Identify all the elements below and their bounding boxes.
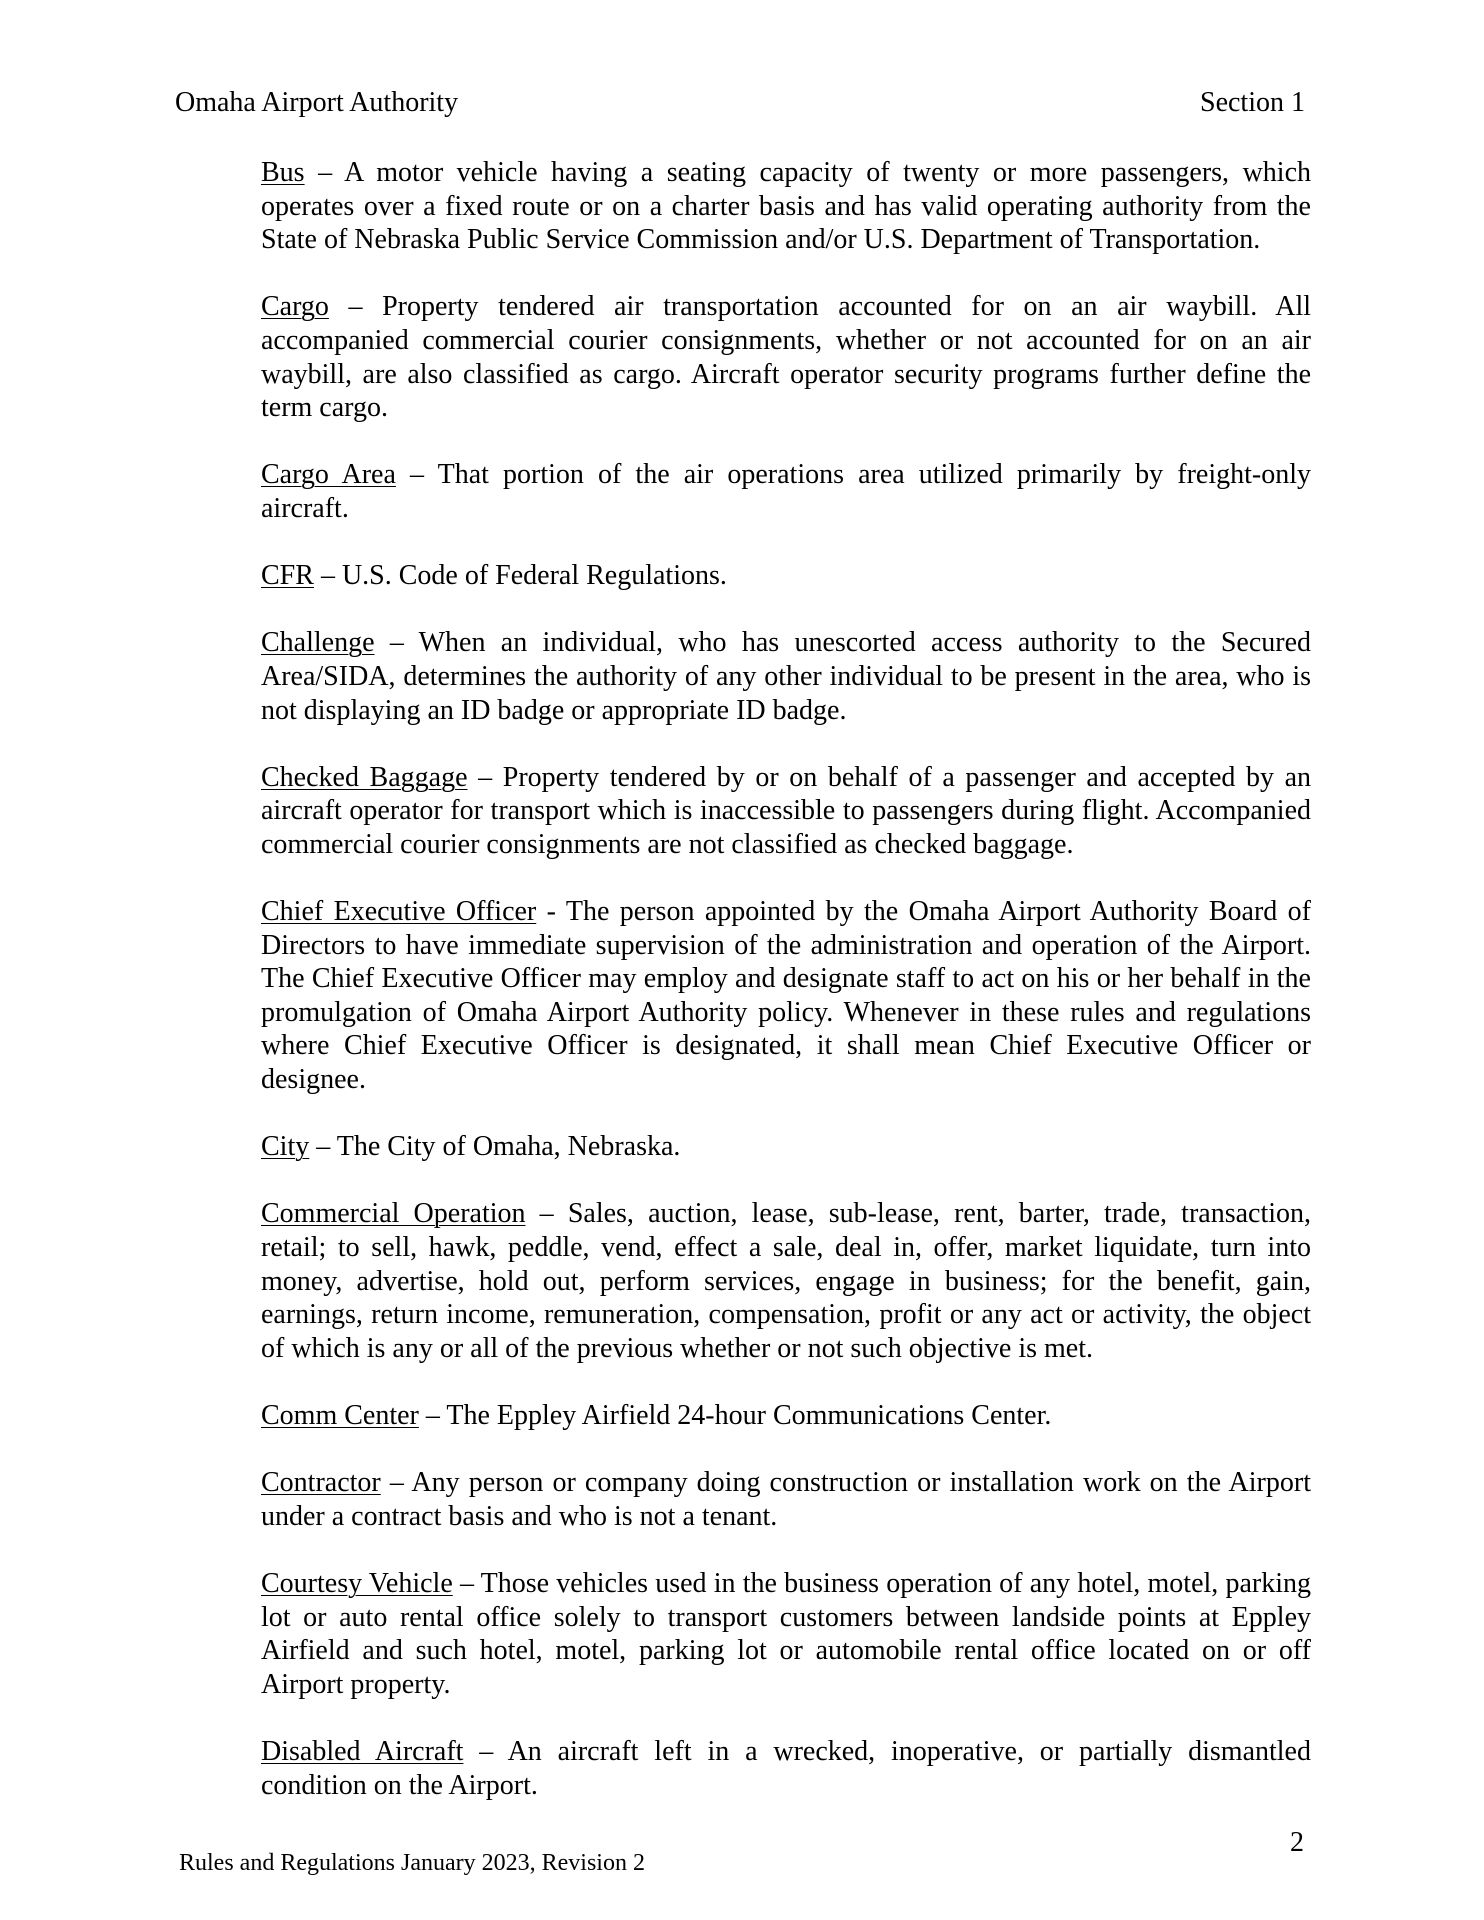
term: Challenge	[261, 627, 375, 659]
definition-chief-executive-officer	[261, 895, 1311, 1097]
page-header	[175, 86, 1305, 120]
separator: –	[309, 1131, 337, 1163]
definition-text: An aircraft left in a wrecked, inoperative, or partially dismantled condition on the Airport.	[261, 1735, 1311, 1801]
definitions-list	[261, 156, 1311, 1836]
definition-courtesy-vehicle	[261, 1567, 1311, 1701]
separator: –	[418, 1399, 447, 1431]
definition-text: Sales, auction, lease, sub-lease, rent, barter, trade, transaction, retail; to sell, hawk, peddle, vend, effect a sale, deal in, offer, market liquidate, turn into money, advertise, hold out, perform services, engage in business; for the benefit, gain, earnings, return income, remuneration, compensation, profit or any act or activity, the object of which is any or all of the previous whether or not such objective is met.	[261, 1198, 1312, 1364]
section-label: Section 1	[1200, 87, 1305, 118]
definition-text: The person appointed by the Omaha Airport Authority Board of Directors to have immediate supervision of the administration and operation of the Airport. The Chief Executive Officer may employ and designate staff to act on his or her behalf in the promulgation of Omaha Airport Authority policy. Whenever in these rules and regulations where Chief Executive Officer is designated, it shall mean Chief Executive Officer or designee.	[261, 896, 1311, 1096]
definition-text: Property tendered by or on behalf of a passenger and accepted by an aircraft operator for transport which is inaccessible to passengers during flight. Accompanied commercial courier consignments are not classified as checked baggage.	[261, 761, 1312, 860]
definition-bus	[261, 156, 1311, 257]
organization-name: Omaha Airport Authority	[175, 87, 459, 118]
definition-city	[261, 1130, 1311, 1164]
definition-challenge	[261, 626, 1311, 727]
definition-text: Those vehicles used in the business operation of any hotel, motel, parking lot or auto rental office solely to transport customers between landside points at Eppley Airfield and such hotel, motel, parking lot or automobile rental office located on or off Airport property.	[261, 1567, 1312, 1700]
separator: –	[463, 1735, 508, 1767]
definition-cargo	[261, 290, 1311, 424]
definition-text: That portion of the air operations area utilized primarily by freight-only aircraft.	[261, 459, 1312, 524]
term: CFR	[261, 560, 314, 592]
term: Cargo Area	[261, 459, 396, 491]
definition-text: When an individual, who has unescorted access authority to the Secured Area/SIDA, determines the authority of any other individual to be present in the area, who is not displaying an ID badge or appropriate ID badge.	[261, 627, 1311, 726]
definition-text: Property tendered air transportation accounted for on an air waybill. All accompanied commercial courier consignments, whether or not accounted for on an air waybill, are also classified as cargo. Aircraft operator security programs further define the term cargo.	[261, 291, 1312, 424]
footer-revision: Rules and Regulations January 2023, Revision 2	[179, 1850, 645, 1876]
term: Bus	[261, 157, 305, 188]
term: Commercial Operation	[261, 1198, 526, 1230]
separator: –	[328, 291, 383, 323]
definition-text: Any person or company doing construction or installation work on the Airport under a contract basis and who is not a tenant.	[261, 1467, 1311, 1532]
definition-cargo-area	[261, 458, 1311, 525]
term: Comm Center	[261, 1399, 419, 1431]
separator: –	[452, 1567, 481, 1599]
separator: –	[313, 560, 342, 592]
definition-cfr	[261, 559, 1311, 593]
separator: -	[536, 896, 566, 928]
definition-contractor	[261, 1466, 1311, 1533]
definition-checked-baggage	[261, 761, 1311, 862]
definition-text: The Eppley Airfield 24-hour Communications Center.	[446, 1399, 1052, 1431]
separator: –	[374, 627, 419, 659]
definition-comm-center	[261, 1399, 1311, 1433]
separator: –	[467, 761, 503, 793]
definition-text: A motor vehicle having a seating capacity of twenty or more passengers, which operates over a fixed route or on a charter basis and has valid operating authority from the State of Nebraska Public Service Commission and/or U.S. Department of Transportation.	[261, 157, 1311, 256]
term: Checked Baggage	[261, 761, 468, 793]
term: Courtesy Vehicle	[261, 1567, 453, 1599]
separator: –	[525, 1198, 568, 1230]
term: Disabled Aircraft	[261, 1735, 464, 1767]
term: Contractor	[261, 1467, 381, 1499]
separator: –	[395, 459, 438, 491]
definition-text: The City of Omaha, Nebraska.	[336, 1131, 681, 1163]
page-number: 2	[1290, 1827, 1304, 1858]
definition-commercial-operation	[261, 1197, 1311, 1365]
term: Chief Executive Officer	[261, 896, 537, 928]
definition-text: U.S. Code of Federal Regulations.	[341, 560, 727, 592]
separator: –	[380, 1467, 412, 1499]
definition-disabled-aircraft	[261, 1735, 1311, 1802]
separator: –	[304, 157, 345, 188]
term: City	[261, 1131, 310, 1163]
term: Cargo	[261, 291, 329, 323]
